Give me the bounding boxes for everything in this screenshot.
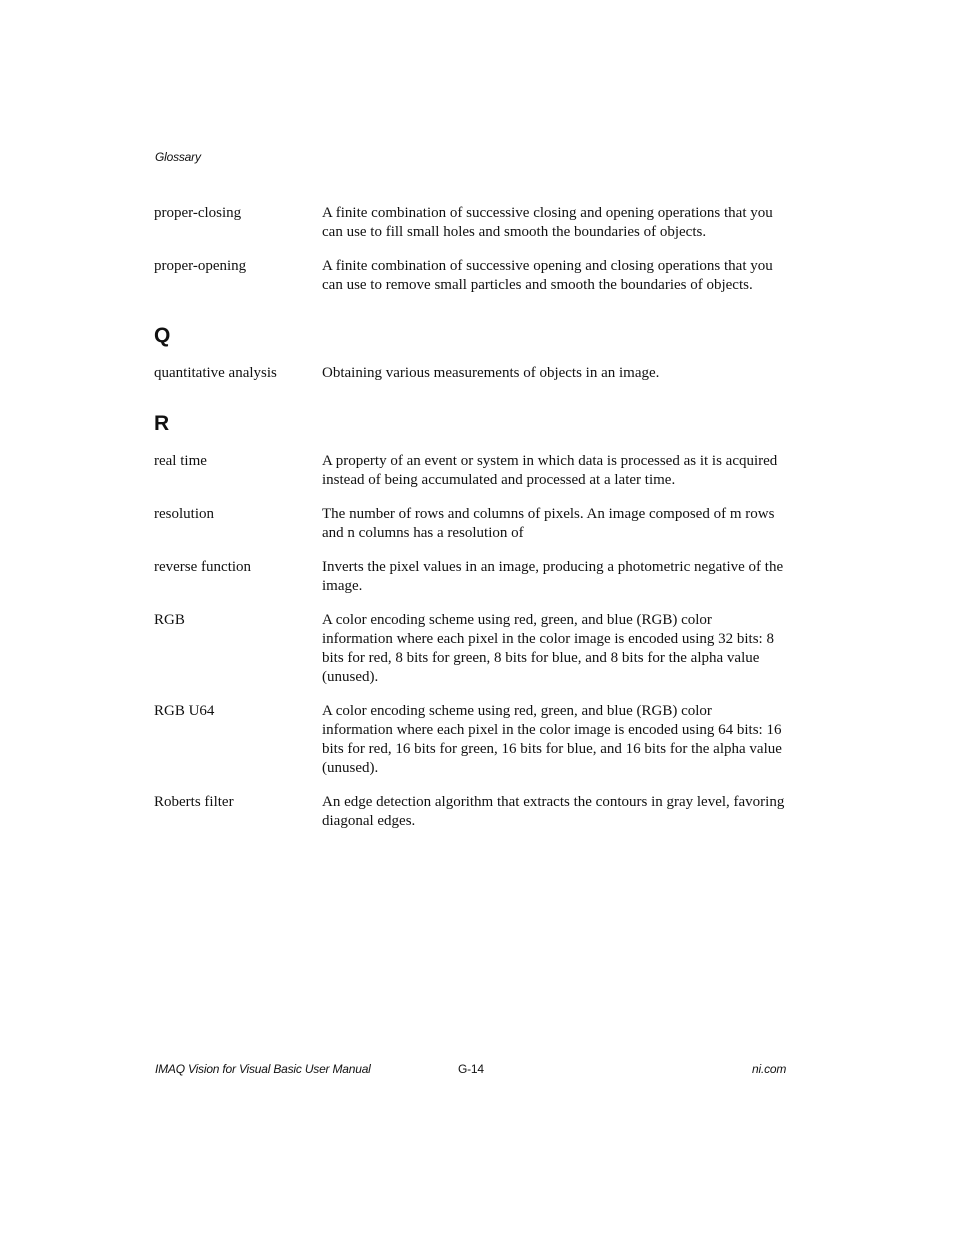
glossary-definition: A color encoding scheme using red, green, and blue (RGB) color information where each pixel in the color image is encoded using 32 bits: 8 bits for red, 8 bits for green, 8 bits for blue, and 8 bits for the alpha value (unused).: [322, 612, 774, 685]
glossary-entry: [154, 204, 794, 242]
glossary-entry: [154, 452, 794, 490]
glossary-term: Roberts filter: [154, 794, 234, 810]
glossary-definition: A property of an event or system in which data is processed as it is acquired instead of being accumulated and processed at a later time.: [322, 453, 778, 488]
glossary-term: proper-closing: [154, 205, 242, 221]
footer-manual-title: IMAQ Vision for Visual Basic User Manual: [155, 1062, 371, 1076]
running-head: Glossary: [155, 150, 201, 164]
glossary-entry: [154, 793, 794, 831]
footer-website: ni.com: [752, 1062, 787, 1076]
glossary-entry: [154, 558, 794, 596]
glossary-entry: [154, 611, 794, 687]
glossary-term: quantitative analysis: [154, 365, 277, 381]
glossary-entry: [154, 505, 794, 543]
glossary-entries: [154, 204, 794, 831]
glossary-term: RGB: [154, 612, 185, 628]
footer-page-number: G-14: [458, 1062, 484, 1076]
glossary-entry: [154, 257, 794, 295]
glossary-definition: An edge detection algorithm that extracts the contours in gray level, favoring diagonal edges.: [322, 794, 785, 829]
glossary-definition: A finite combination of successive closing and opening operations that you can use to fill small holes and smooth the boundaries of objects.: [322, 205, 773, 240]
glossary-definition: Obtaining various measurements of objects in an image.: [322, 365, 660, 381]
glossary-term: resolution: [154, 506, 214, 522]
glossary-term: real time: [154, 453, 207, 469]
glossary-definition: Inverts the pixel values in an image, producing a photometric negative of the image.: [322, 559, 784, 594]
section-letter-r: R: [154, 412, 169, 435]
glossary-definition: The number of rows and columns of pixels. An image composed of m rows and n columns has a resolution of: [322, 506, 775, 541]
glossary-definition: A color encoding scheme using red, green, and blue (RGB) color information where each pixel in the color image is encoded using 64 bits: 16 bits for red, 16 bits for green, 16 bits for blue, and 16 bits for the alpha value (unused).: [322, 703, 782, 776]
glossary-entry: [154, 364, 794, 383]
glossary-definition: A finite combination of successive opening and closing operations that you can use to remove small particles and smooth the boundaries of objects.: [322, 258, 773, 293]
glossary-term: proper-opening: [154, 258, 247, 274]
glossary-entry: [154, 702, 794, 778]
section-letter-q: Q: [154, 324, 170, 347]
glossary-term: RGB U64: [154, 703, 215, 719]
glossary-term: reverse function: [154, 559, 252, 575]
